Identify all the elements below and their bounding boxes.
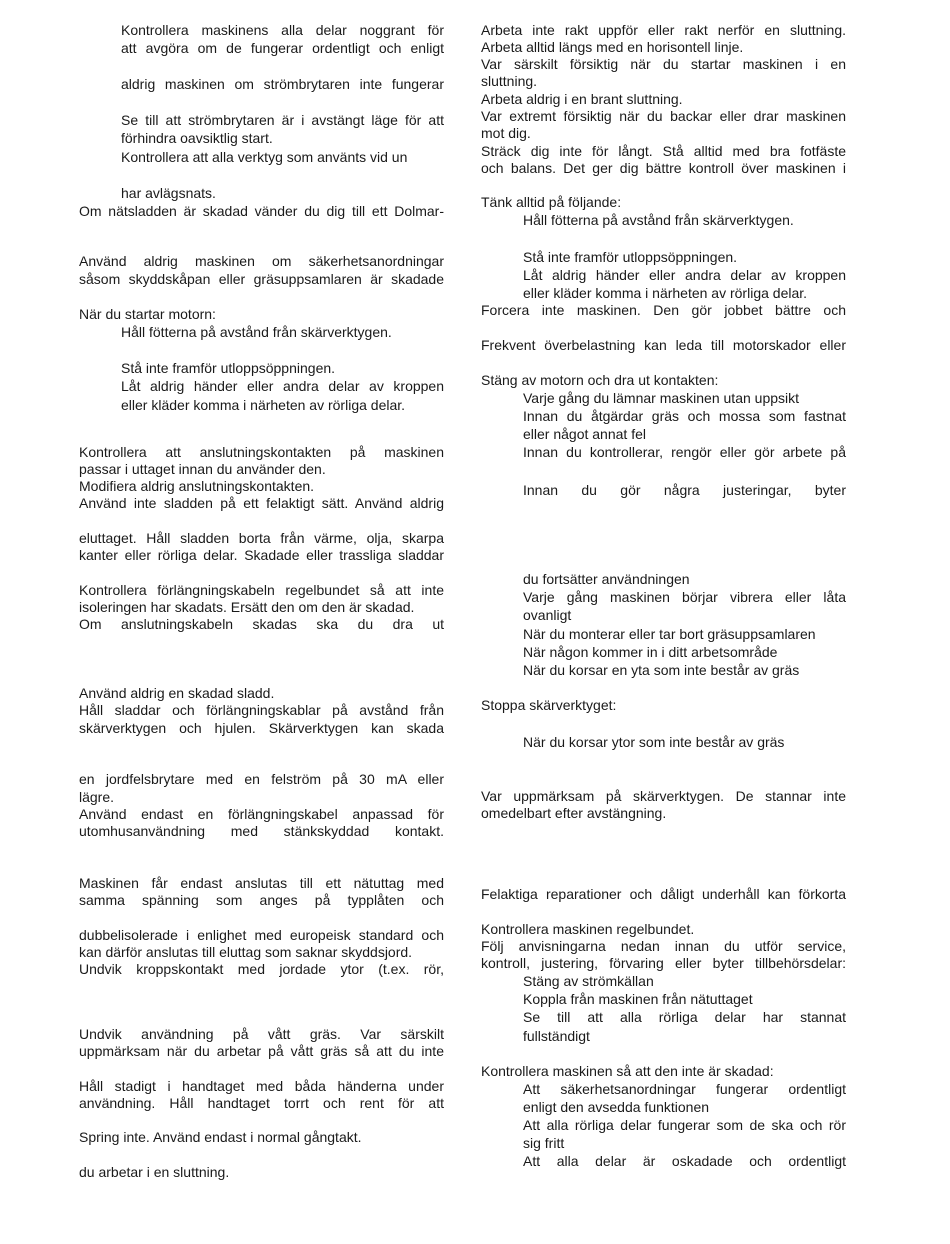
text-line: När du korsar ytor som inte består av gräs [523,734,785,750]
text-line: Använd inte sladden på ett felaktigt sätt. Använd aldrig [79,495,444,511]
text-line: kan därför anslutas till eluttag som saknar skyddsjord. [79,944,413,960]
text-line: eller kläder komma i närheten av rörliga delar. [523,285,808,301]
text-line: Innan du gör några justeringar, byter [523,482,846,498]
text-line: utomhusanvändning med stänkskyddad kontakt. [79,823,444,839]
text-line: passar i uttaget innan du använder den. [79,461,326,477]
text-line: Stå inte framför utloppsöppningen. [523,249,738,265]
text-line: Låt aldrig händer eller andra delar av kroppen [523,267,846,283]
text-line: sig fritt [523,1135,565,1151]
text-line: aldrig maskinen om strömbrytaren inte fungerar [121,76,444,92]
text-line: Kontrollera maskinen regelbundet. [481,921,695,937]
text-line: har avlägsnats. [121,185,216,201]
text-line: Spring inte. Använd endast i normal gångtakt. [79,1129,362,1145]
text-line: Använd endast en förlängningskabel anpassad för [79,806,444,822]
text-line: lägre. [79,789,115,805]
text-line: Maskinen får endast anslutas till ett nätuttag med [79,875,444,891]
text-line: fullständigt [523,1028,590,1044]
text-line: Frekvent överbelastning kan leda till motorskador eller [481,337,846,353]
text-line: Håll fötterna på avstånd från skärverktygen. [121,324,392,340]
text-line: Forcera inte maskinen. Den gör jobbet bättre och [481,302,846,318]
text-line: Låt aldrig händer eller andra delar av kroppen [121,378,444,394]
text-line: Kontrollera förlängningskabeln regelbundet så att inte [79,582,444,598]
text-line: eller något annat fel [523,426,646,442]
text-line: och balans. Det ger dig bättre kontroll över maskinen i [481,160,846,176]
text-line: Håll sladdar och förlängningskablar på avstånd från [79,702,444,718]
text-line: Kontrollera att anslutningskontakten på maskinen [79,444,444,460]
text-line: uppmärksam när du arbetar på vått gräs så att du inte [79,1043,444,1059]
text-line: Innan du åtgärdar gräs och mossa som fastnat [523,408,846,424]
text-line: Stå inte framför utloppsöppningen. [121,360,336,376]
text-line: Stäng av motorn och dra ut kontakten: [481,372,719,388]
text-line: såsom skyddskåpan eller gräsuppsamlaren är skadade [79,271,444,287]
text-line: dubbelisolerade i enlighet med europeisk standard och [79,927,444,943]
text-line: Använd aldrig maskinen om säkerhetsanordningar [79,253,444,269]
text-line: Var extremt försiktig när du backar eller drar maskinen [481,108,846,124]
text-line: du fortsätter användningen [523,571,690,587]
text-line: Var särskilt försiktig när du startar maskinen i en [481,56,846,72]
text-line: Kontrollera maskinen så att den inte är skadad: [481,1063,774,1079]
text-line: isoleringen har skadats. Ersätt den om den är skadad. [79,599,415,615]
text-line: eller kläder komma i närheten av rörliga delar. [121,397,406,413]
text-line: Om nätsladden är skadad vänder du dig till ett Dolmar- [79,203,444,219]
text-line: Undvik kroppskontakt med jordade ytor (t.ex. rör, [79,961,444,977]
text-line: Se till att strömbrytaren är i avstängt läge för att [121,112,444,128]
text-line: samma spänning som anges på typplåten och [79,892,444,908]
text-line: eluttaget. Håll sladden borta från värme, olja, skarpa [79,530,444,546]
text-line: enligt den avsedda funktionen [523,1099,710,1115]
text-line: När du startar motorn: [79,306,216,322]
text-line: Kontrollera att alla verktyg som använts vid un [121,149,408,165]
text-line: sluttning. [481,73,538,89]
text-line: kontroll, justering, förvaring eller byter tillbehörsdelar: [481,955,846,971]
text-line: Kontrollera maskinens alla delar noggrant för [121,22,444,38]
text-line: förhindra oavsiktlig start. [121,130,273,146]
text-line: Felaktiga reparationer och dåligt underhåll kan förkorta [481,886,846,902]
text-line: omedelbart efter avstängning. [481,805,667,821]
text-line: Se till att alla rörliga delar har stannat [523,1009,846,1025]
text-line: kanter eller rörliga delar. Skadade eller trassliga sladdar [79,547,444,563]
text-line: Koppla från maskinen från nätuttaget [523,991,753,1007]
text-line: mot dig. [481,125,531,141]
text-line: Varje gång du lämnar maskinen utan uppsikt [523,390,800,406]
text-line: Om anslutningskabeln skadas ska du dra ut [79,616,444,632]
text-line: När du korsar en yta som inte består av gräs [523,662,800,678]
text-line: Tänk alltid på följande: [481,194,622,210]
text-line: Arbeta alltid längs med en horisontell linje. [481,39,744,55]
text-line: Att alla rörliga delar fungerar som de ska och rör [523,1117,846,1133]
text-line: du arbetar i en sluttning. [79,1164,230,1180]
text-line: Följ anvisningarna nedan innan du utför service, [481,938,846,954]
text-line: Håll fötterna på avstånd från skärverktygen. [523,212,794,228]
text-line: en jordfelsbrytare med en felström på 30 mA eller [79,771,444,787]
text-line: Varje gång maskinen börjar vibrera eller låta [523,589,846,605]
text-line: Sträck dig inte för långt. Stå alltid med bra fotfäste [481,143,846,159]
text-line: Arbeta aldrig i en brant sluttning. [481,91,683,107]
text-line: När någon kommer in i ditt arbetsområde [523,644,778,660]
text-line: ovanligt [523,607,572,623]
text-line: Innan du kontrollerar, rengör eller gör arbete på [523,444,846,460]
text-line: Använd aldrig en skadad sladd. [79,685,275,701]
text-line: Håll stadigt i handtaget med båda händerna under [79,1078,444,1094]
text-line: att avgöra om de fungerar ordentligt och enligt [121,40,444,56]
text-line: Var uppmärksam på skärverktygen. De stannar inte [481,788,846,804]
text-line: Modifiera aldrig anslutningskontakten. [79,478,315,494]
text-line: När du monterar eller tar bort gräsuppsamlaren [523,626,816,642]
text-line: Stäng av strömkällan [523,973,654,989]
text-line: Att alla delar är oskadade och ordentligt [523,1153,846,1169]
text-line: Stoppa skärverktyget: [481,697,617,713]
text-line: Arbeta inte rakt uppför eller rakt nerför en sluttning. [481,22,846,38]
text-line: skärverktygen och hjulen. Skärverktygen kan skada [79,720,444,736]
text-line: användning. Håll handtaget torrt och rent för att [79,1095,444,1111]
text-line: Undvik användning på vått gräs. Var särskilt [79,1026,444,1042]
text-line: Att säkerhetsanordningar fungerar ordentligt [523,1081,846,1097]
